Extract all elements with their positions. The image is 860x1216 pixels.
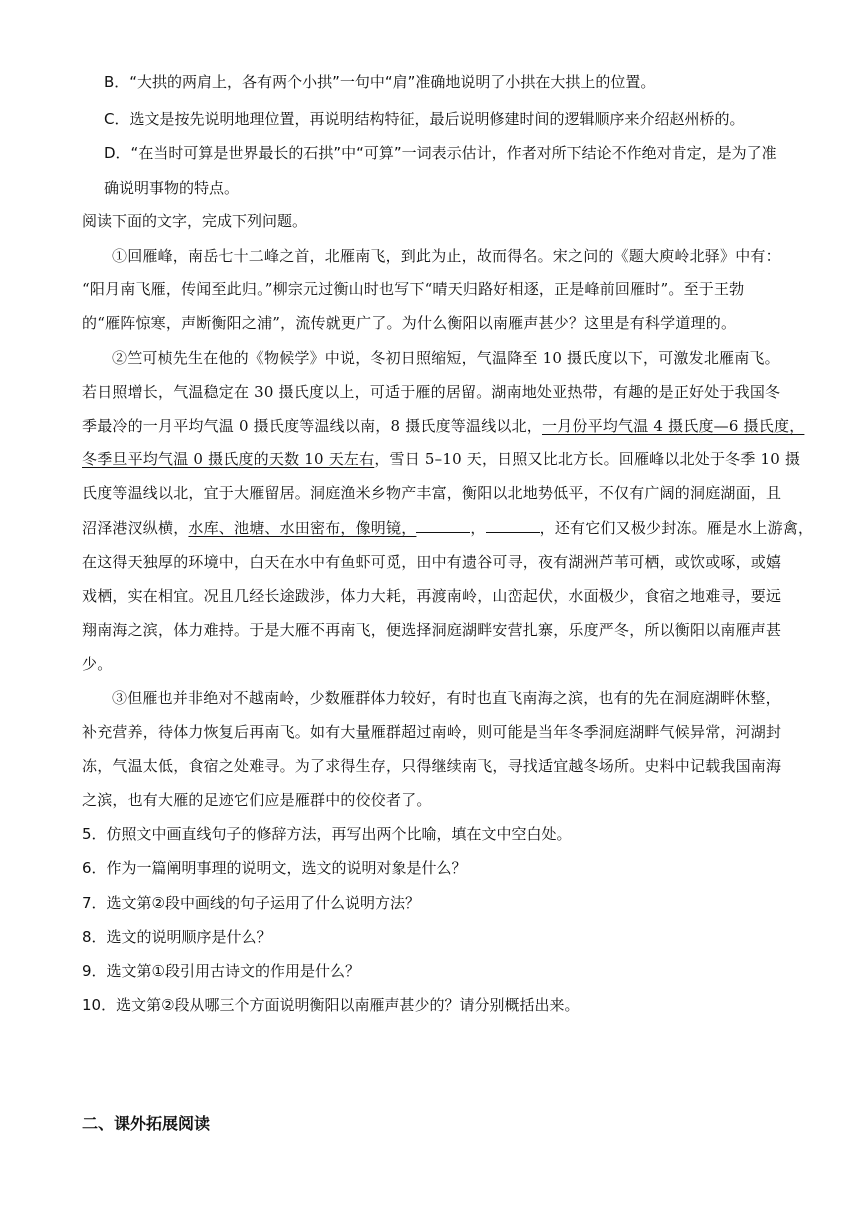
passage-p2-line6	[82, 518, 813, 538]
question-5: 5．仿照文中画直线句子的修辞方法，再写出两个比喻，填在文中空白处。	[82, 825, 572, 843]
passage-p2-line9: 翔南海之滨，体力难持。于是大雁不再南飞，便选择洞庭湖畔安营扎寨，乐度严冬，所以衡阳以南雁声甚	[82, 621, 782, 639]
straight-underlined-metaphor: 水库、池塘、水田密布，像明镜，	[188, 519, 417, 537]
passage-p2-line4-text: ，雪日 5–10 天，日照又比北方长。回雁峰以北处于冬季 10 摄	[374, 450, 801, 468]
passage-p2-line3-text: 季最冷的一月平均气温 0 摄氏度等温线以南，8 摄氏度等温线以北，	[82, 417, 542, 435]
section-heading: 二、课外拓展阅读	[82, 1114, 211, 1133]
option-d-line2: 确说明事物的特点。	[104, 179, 240, 197]
passage-p3-line3: 冻，气温太低，食宿之处难寻。为了求得生存，只得继续南飞，寻找适宜越冬场所。史料中记载我国南海	[82, 757, 782, 775]
question-8: 8．选文的说明顺序是什么？	[82, 928, 272, 946]
underlined-sentence-part1: 一月份平均气温 4 摄氏度—6 摄氏度，	[542, 417, 805, 435]
passage-p2-line4	[82, 449, 800, 469]
passage-p2-line1: ②竺可桢先生在他的《物候学》中说，冬初日照缩短，气温降至 10 摄氏度以下，可激发北雁南飞。	[112, 349, 780, 367]
passage-p2-line7: 在这得天独厚的环境中，白天在水中有鱼虾可觅，田中有遗谷可寻，夜有湖洲芦苇可栖，或饮或啄，或嬉	[82, 553, 782, 571]
question-9: 9．选文第①段引用古诗文的作用是什么？	[82, 962, 360, 980]
reading-instruction: 阅读下面的文字，完成下列问题。	[82, 212, 308, 230]
passage-p3-line1: ③但雁也并非绝对不越南岭，少数雁群体力较好，有时也直飞南海之滨，也有的先在洞庭湖畔休整，	[112, 689, 781, 707]
underlined-sentence-part2: 冬季旦平均气温 0 摄氏度的天数 10 天左右	[82, 450, 375, 468]
passage-p3-line4: 之滨，也有大雁的足迹它们应是雁群中的佼佼者了。	[82, 791, 432, 809]
option-c: C．选文是按先说明地理位置，再说明结构特征，最后说明修建时间的逻辑顺序来介绍赵州桥的。	[104, 110, 745, 128]
option-b: B．“大拱的两肩上，各有两个小拱”一句中“肩”准确地说明了小拱在大拱上的位置。	[104, 73, 656, 91]
passage-p1-line3: 的“雁阵惊寒，声断衡阳之浦”，流传就更广了。为什么衡阳以南雁声甚少？这里是有科学道理的。	[82, 314, 737, 332]
passage-p2-line2: 若日照增长，气温稳定在 30 摄氏度以上，可适于雁的居留。湖南地处亚热带，有趣的是正好处于我国冬	[82, 383, 781, 401]
passage-p2-line6-end: ，还有它们又极少封冻。雁是水上游禽，	[539, 519, 814, 537]
passage-p2-line8: 戏栖，实在相宜。况且几经长途跋涉，体力大耗，再渡南岭，山峦起伏，水面极少，食宿之地难寻，要远	[82, 587, 782, 605]
passage-p2-line10: 少。	[82, 655, 113, 673]
passage-p2-line5: 氏度等温线以北，宜于大雁留居。洞庭渔米乡物产丰富，衡阳以北地势低平，不仅有广阔的洞庭湖面，且	[82, 484, 782, 502]
option-d-line1: D．“在当时可算是世界最长的石拱”中“可算”一词表示估计，作者对所下结论不作绝对肯定，是为了准	[104, 144, 777, 162]
fill-blank-2[interactable]	[486, 518, 540, 533]
question-7: 7．选文第②段中画线的句子运用了什么说明方法？	[82, 894, 420, 912]
passage-p3-line2: 补充营养，待体力恢复后再南飞。如有大量雁群超过南岭，则可能是当年冬季洞庭湖畔气候异常，河湖封	[82, 723, 782, 741]
passage-p2-line6-text: 沼泽港汊纵横，	[82, 519, 189, 537]
question-6: 6．作为一篇阐明事理的说明文，选文的说明对象是什么？	[82, 859, 467, 877]
passage-p1-line2: “阳月南飞雁，传闻至此归。”柳宗元过衡山时也写下“晴天归路好相逐，正是峰前回雁时”。至于王勃	[82, 280, 745, 298]
fill-blank-1[interactable]	[416, 518, 470, 533]
passage-p1-line1: ①回雁峰，南岳七十二峰之首，北雁南飞，到此为止，故而得名。宋之问的《题大庾岭北驿》中有：	[112, 247, 781, 265]
blank-separator: ，	[470, 519, 486, 537]
question-10: 10．选文第②段从哪三个方面说明衡阳以南雁声甚少的？请分别概括出来。	[82, 996, 580, 1014]
passage-p2-line3	[82, 416, 804, 436]
